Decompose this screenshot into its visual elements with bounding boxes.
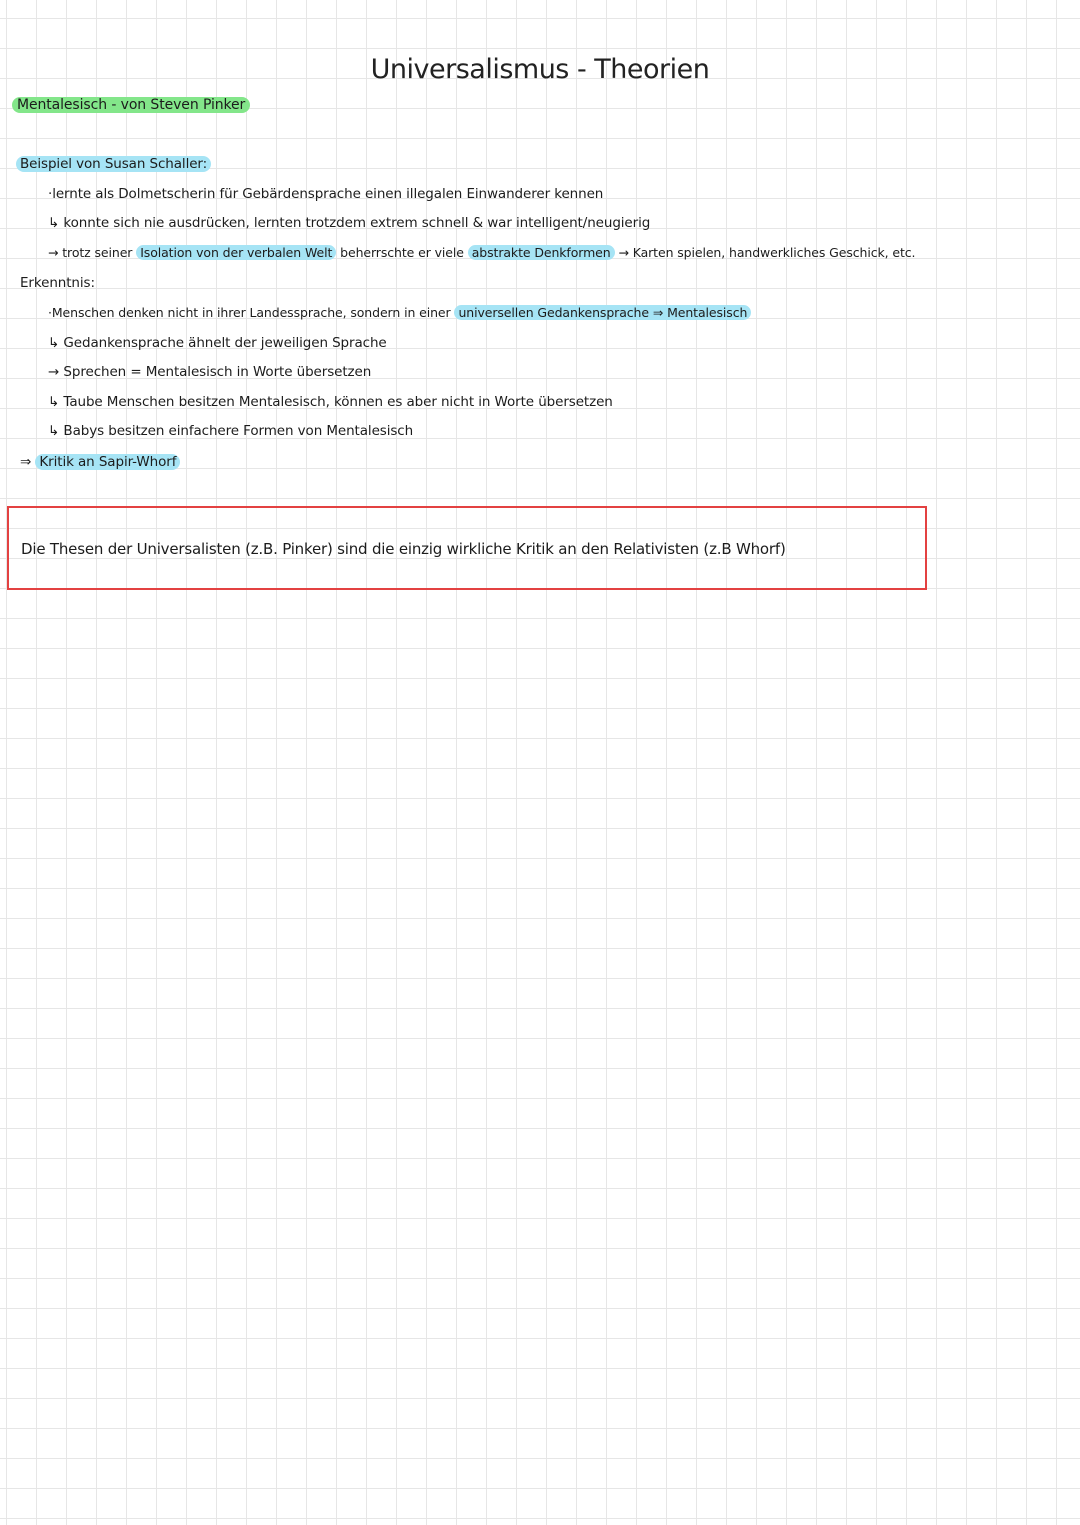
insight-line-2: ↳ Gedankensprache ähnelt der jeweiligen Sprache: [48, 335, 387, 351]
insight-line-3: → Sprechen = Mentalesisch in Worte übersetzen: [48, 364, 372, 380]
page-title: Universalismus - Theorien: [370, 54, 710, 85]
summary-text: Die Thesen der Universalisten (z.B. Pinker) sind die einzig wirkliche Kritik an den Relativisten (z.B Whorf): [21, 540, 786, 558]
topic-label: Mentalesisch: [17, 97, 107, 113]
author-label: von Steven Pinker: [120, 97, 246, 113]
example-heading: Beispiel von Susan Schaller:: [16, 154, 211, 174]
summary-box: [7, 506, 927, 590]
example-line-3: → trotz seiner Isolation von der verbalen Welt beherrschte er viele abstrakte Denkformen → Karten spielen, handwerkliches Geschick, etc.: [48, 245, 916, 260]
conclusion: [20, 452, 180, 472]
section-heading: [12, 95, 250, 115]
denkformen-highlight: abstrakte Denkformen: [468, 245, 615, 260]
gedankensprache-highlight: universellen Gedankensprache ⇒ Mentalesisch: [454, 305, 751, 320]
insight-line-4: ↳ Taube Menschen besitzen Mentalesisch, können es aber nicht in Worte übersetzen: [48, 394, 613, 410]
double-arrow-icon: ⇒: [20, 454, 36, 470]
conclusion-highlight: Kritik an Sapir-Whorf: [35, 454, 180, 470]
insight-line-5: ↳ Babys besitzen einfachere Formen von Mentalesisch: [48, 423, 414, 439]
topic-highlight: Mentalesisch - von Steven Pinker: [12, 97, 250, 113]
insight-line-1: ·Menschen denken nicht in ihrer Landessprache, sondern in einer universellen Gedankensprache ⇒ Mentalesisch: [48, 303, 751, 323]
example-line-2: ↳ konnte sich nie ausdrücken, lernten trotzdem extrem schnell & war intelligent/neugierig: [48, 215, 651, 231]
insight-heading: Erkenntnis:: [20, 275, 95, 291]
isolation-highlight: Isolation von der verbalen Welt: [136, 245, 336, 260]
example-line-1: ·lernte als Dolmetscherin für Gebärdensprache einen illegalen Einwanderer kennen: [48, 186, 604, 202]
